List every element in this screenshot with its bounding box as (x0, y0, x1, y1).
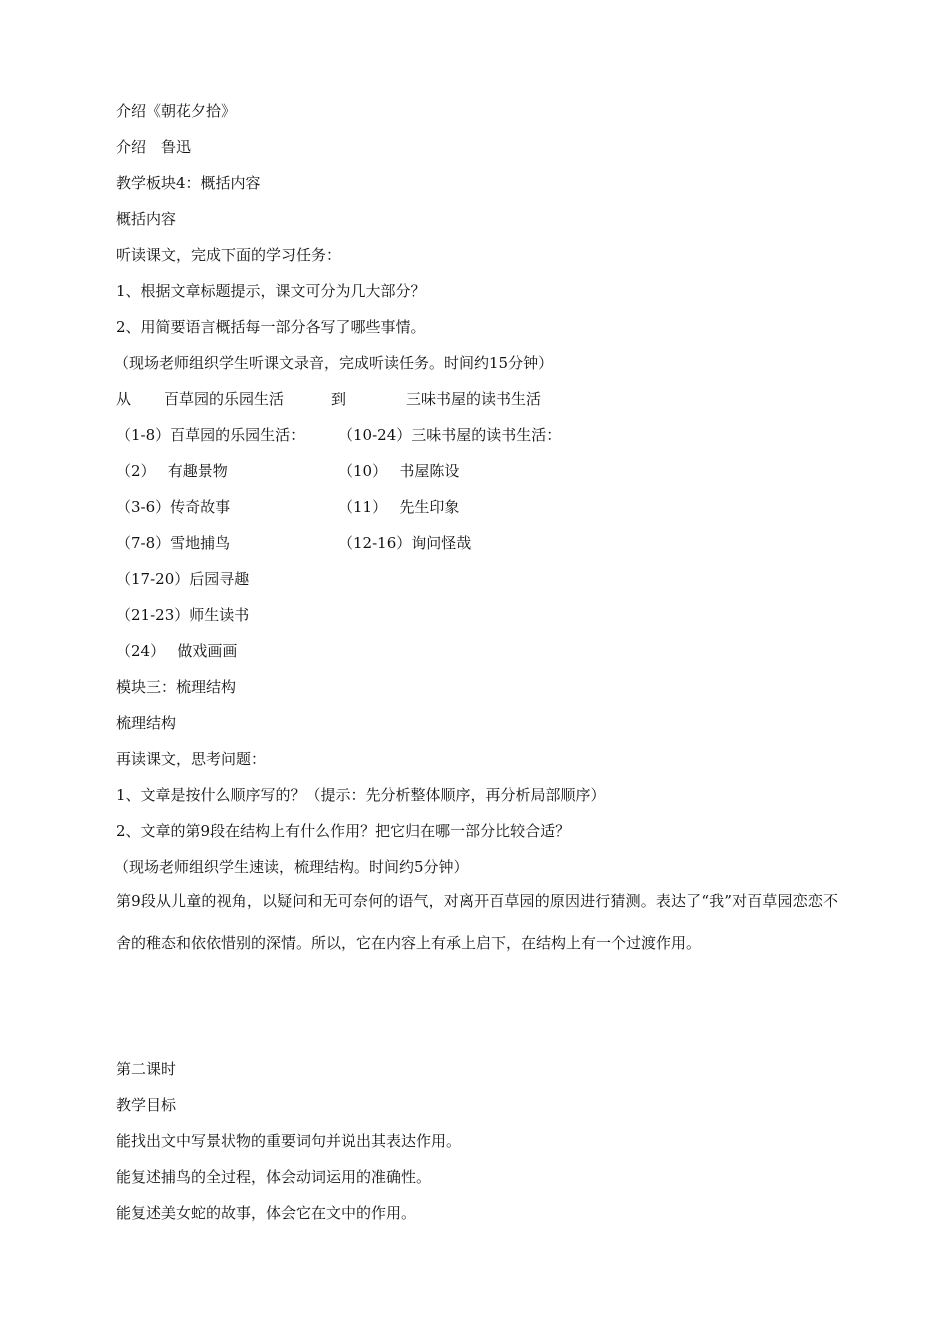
from-label: 从 (116, 390, 132, 408)
structure-heading: 梳理结构 (116, 714, 177, 732)
right-cell: （10-24）三味书屋的读书生活： (338, 426, 562, 444)
reread-intro: 再读课文，思考问题： (116, 750, 267, 768)
objectives-heading: 教学目标 (116, 1096, 177, 1114)
table-row (116, 497, 836, 517)
lesson-2-title: 第二课时 (116, 1060, 177, 1078)
left-cell: （3-6）传奇故事 (116, 498, 231, 516)
left-cell: （1-8）百草园的乐园生活： (116, 426, 306, 444)
objective-item: 能找出文中写景状物的重要词句并说出其表达作用。 (116, 1132, 462, 1150)
part-b-label: 三味书屋的读书生活 (406, 390, 542, 408)
left-cell: （21-23）师生读书 (116, 606, 250, 624)
left-cell: （24） 做戏画画 (116, 642, 238, 660)
left-cell: （7-8）雪地捕鸟 (116, 534, 231, 552)
right-cell: （12-16）询问怪哉 (338, 534, 472, 552)
table-row (116, 641, 836, 661)
objective-item: 能复述捕鸟的全过程，体会动词运用的准确性。 (116, 1168, 432, 1186)
right-cell: （10） 书屋陈设 (338, 462, 460, 480)
task-question-2: 2、用简要语言概括每一部分各写了哪些事情。 (116, 318, 426, 336)
intro-book-line: 介绍《朝花夕拾》 (116, 102, 237, 120)
summary-heading: 概括内容 (116, 210, 177, 228)
module-3-heading: 模块三：梳理结构 (116, 678, 237, 696)
table-row (116, 605, 836, 625)
table-row (116, 569, 836, 589)
table-row (116, 425, 836, 445)
left-cell: （2） 有趣景物 (116, 462, 228, 480)
paragraph-9-answer: 第9段从儿童的视角，以疑问和无可奈何的语气，对离开百草园的原因进行猜测。表达了“我”对百草园恋恋不舍的稚态和依依惜别的深情。所以，它在内容上有承上启下，在结构上有一个过渡作用。 (116, 892, 838, 952)
teacher-note-2: （现场老师组织学生速读，梳理结构。时间约5分钟） (114, 858, 469, 876)
left-cell: （17-20）后园寻趣 (116, 570, 250, 588)
listening-task-intro: 听读课文，完成下面的学习任务： (116, 246, 342, 264)
teacher-note-1: （现场老师组织学生听课文录音，完成听读任务。时间约15分钟） (114, 354, 554, 372)
to-label: 到 (331, 390, 347, 408)
right-cell: （11） 先生印象 (338, 498, 460, 516)
module-4-heading: 教学板块4：概括内容 (116, 174, 261, 192)
table-row (116, 533, 836, 553)
table-row (116, 461, 836, 481)
part-a-label: 百草园的乐园生活 (164, 390, 285, 408)
objective-item: 能复述美女蛇的故事，体会它在文中的作用。 (116, 1204, 417, 1222)
structure-header-row (116, 389, 836, 409)
structure-question-2: 2、文章的第9段在结构上有什么作用？把它归在哪一部分比较合适？ (116, 822, 571, 840)
structure-question-1: 1、文章是按什么顺序写的？（提示：先分析整体顺序，再分析局部顺序） (116, 786, 606, 804)
task-question-1: 1、根据文章标题提示，课文可分为几大部分？ (116, 282, 426, 300)
intro-author-line: 介绍 鲁迅 (116, 138, 192, 156)
